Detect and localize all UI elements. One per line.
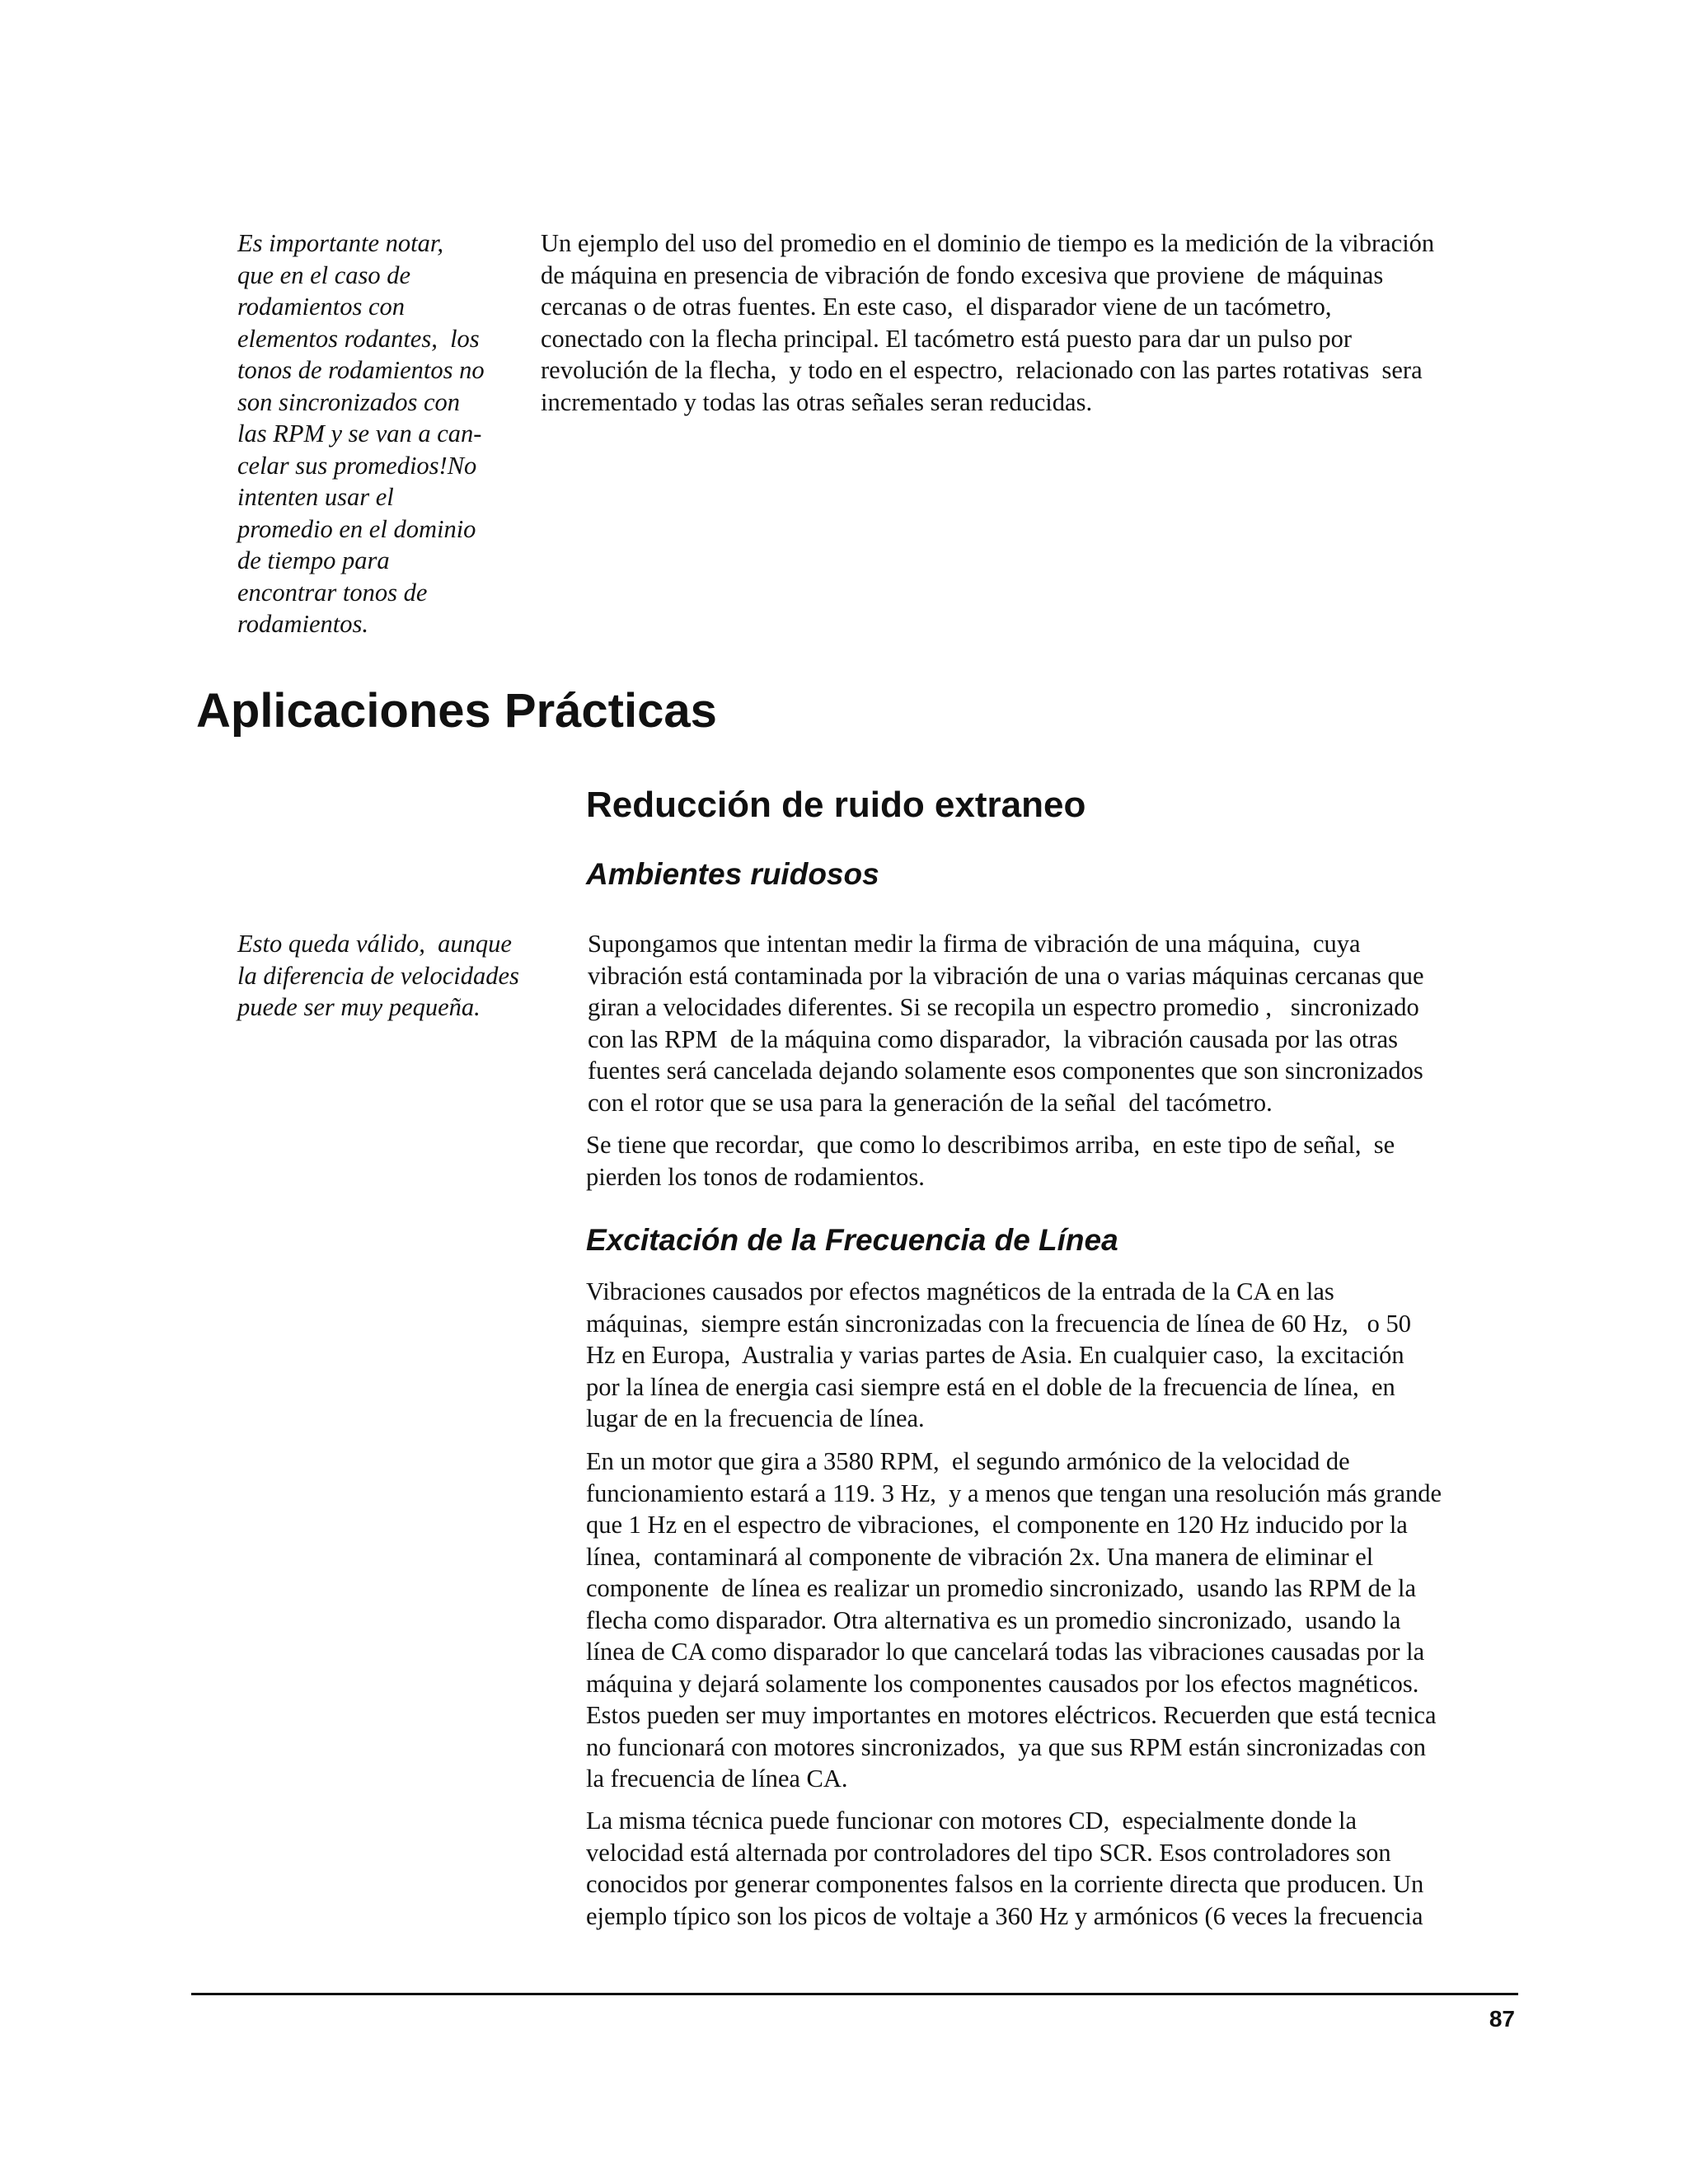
line-frequency-paragraph-2: En un motor que gira a 3580 RPM, el segundo armónico de la velocidad de funcionamiento estará a 119. 3 Hz, y a menos que tengan una resolución más grande que 1 Hz en el espectro de vibraciones, el componente en 120 Hz inducido por la línea, contaminará al componente de vibración 2x. Una manera de eliminar el componente de línea es realizar un promedio sincronizado, usando las RPM de la flecha como disparador. Otra alternativa es un promedio sincronizado, usando la línea de CA como disparador lo que cancelará todas las vibraciones causadas por la máquina y dejará solamente los componentes causados por los efectos magnéticos. Estos pueden ser muy importantes en motores eléctricos. Recuerden que está tecnica no funcionará con motores sincronizados, ya que sus RPM están sincronizadas con la frecuencia de línea CA. xyxy=(586,1447,1442,1793)
sidenote-speed-difference: Esto queda válido, aunque la diferencia de velocidades puede ser muy pequeña. xyxy=(237,930,519,1021)
section-title: Aplicaciones Prácticas xyxy=(196,684,717,738)
subsection-title: Reducción de ruido extraneo xyxy=(586,785,1086,825)
line-frequency-paragraph-1: Vibraciones causados por efectos magnéticos de la entrada de la CA en las máquinas, siempre están sincronizadas con la frecuencia de línea de 60 Hz, o 50 Hz en Europa, Australia y varias partes de Asia. En cualquier caso, la excitación por la línea de energia casi siempre está en el doble de la frecuencia de línea, en lugar de en la frecuencia de línea. xyxy=(586,1277,1412,1432)
sidenote-bearing-tones: Es importante notar, que en el caso de rodamientos con elementos rodantes, los tonos de rodamientos no son sincronizados con las RPM y se van a can- celar sus promedios!No intenten usar el promedio en el dominio de tiempo para encontrar tonos de rodamientos. xyxy=(237,229,485,638)
page-number: 87 xyxy=(1489,2006,1515,2032)
line-frequency-paragraph-3: La misma técnica puede funcionar con motores CD, especialmente donde la velocidad está alternada por controladores del tipo SCR. Esos controladores son conocidos por generar componentes falsos en la corriente directa que producen. Un ejemplo típico son los picos de voltaje a 360 Hz y armónicos (6 veces la frecuencia xyxy=(586,1807,1424,1930)
heading-line-frequency: Excitación de la Frecuencia de Línea xyxy=(586,1223,1118,1257)
heading-noisy-environments: Ambientes ruidosos xyxy=(586,857,879,891)
noisy-paragraph-1: Supongamos que intentan medir la firma de vibración de una máquina, cuya vibración está contaminada por la vibración de una o varias máquinas cercanas que giran a velocidades diferentes. Si se recopila un espectro promedio , sincronizado con las RPM de la máquina como disparador, la vibración causada por las otras fuentes será cancelada dejando solamente esos componentes que son sincronizados con el rotor que se usa para la generación de la señal del tacómetro. xyxy=(588,930,1424,1117)
footer-rule xyxy=(191,1993,1518,1995)
noisy-paragraph-2: Se tiene que recordar, que como lo describimos arriba, en este tipo de señal, se pierden los tonos de rodamientos. xyxy=(586,1131,1395,1191)
intro-paragraph: Un ejemplo del uso del promedio en el dominio de tiempo es la medición de la vibración de máquina en presencia de vibración de fondo excesiva que proviene de máquinas cercanas o de otras fuentes. En este caso, el disparador viene de un tacómetro, conectado con la flecha principal. El tacómetro está puesto para dar un pulso por revolución de la flecha, y todo en el espectro, relacionado con las partes rotativas sera incrementado y todas las otras señales seran reducidas. xyxy=(541,229,1435,416)
